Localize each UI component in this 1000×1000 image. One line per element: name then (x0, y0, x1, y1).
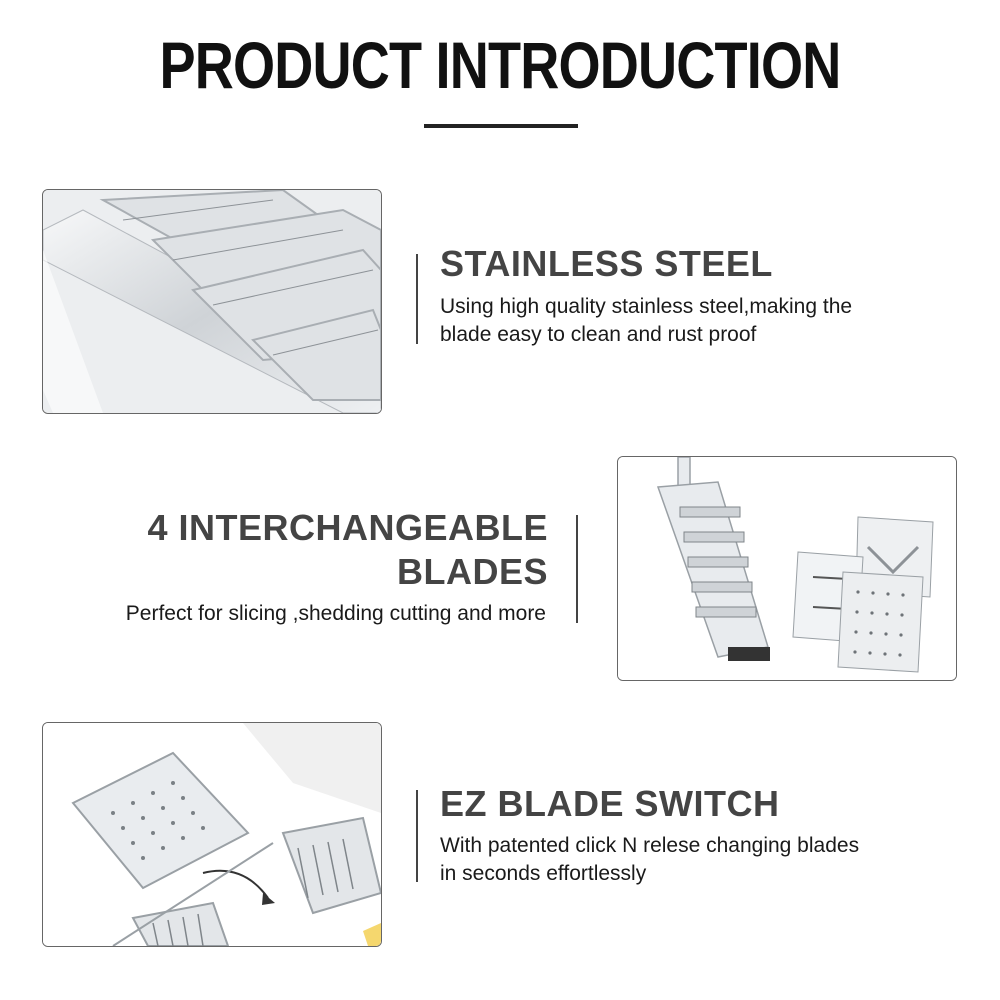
stainless-steel-photo (42, 189, 382, 414)
section2-heading-line1: 4 INTERCHANGEABLE (147, 507, 548, 548)
section3-description-line1: With patented click N relese changing blades (440, 834, 860, 857)
section1-description-line1: Using high quality stainless steel,making the (440, 295, 853, 318)
section2-heading-line2: BLADES (396, 551, 548, 592)
section2-description: Perfect for slicing ,shedding cutting and more (125, 602, 546, 625)
section1-description-line2: blade easy to clean and rust proof (440, 323, 757, 346)
section3-divider (416, 790, 418, 882)
section2-divider (576, 515, 578, 623)
interchangeable-blades-photo (617, 456, 957, 681)
section1-divider (416, 254, 418, 344)
title-underline (424, 124, 578, 128)
section3-description-line2: in seconds effortlessly (440, 862, 647, 885)
page-title: PRODUCT INTRODUCTION (159, 28, 841, 102)
section3-heading: EZ BLADE SWITCH (440, 783, 780, 824)
ez-blade-switch-photo (42, 722, 382, 947)
section1-heading: STAINLESS STEEL (440, 243, 773, 284)
